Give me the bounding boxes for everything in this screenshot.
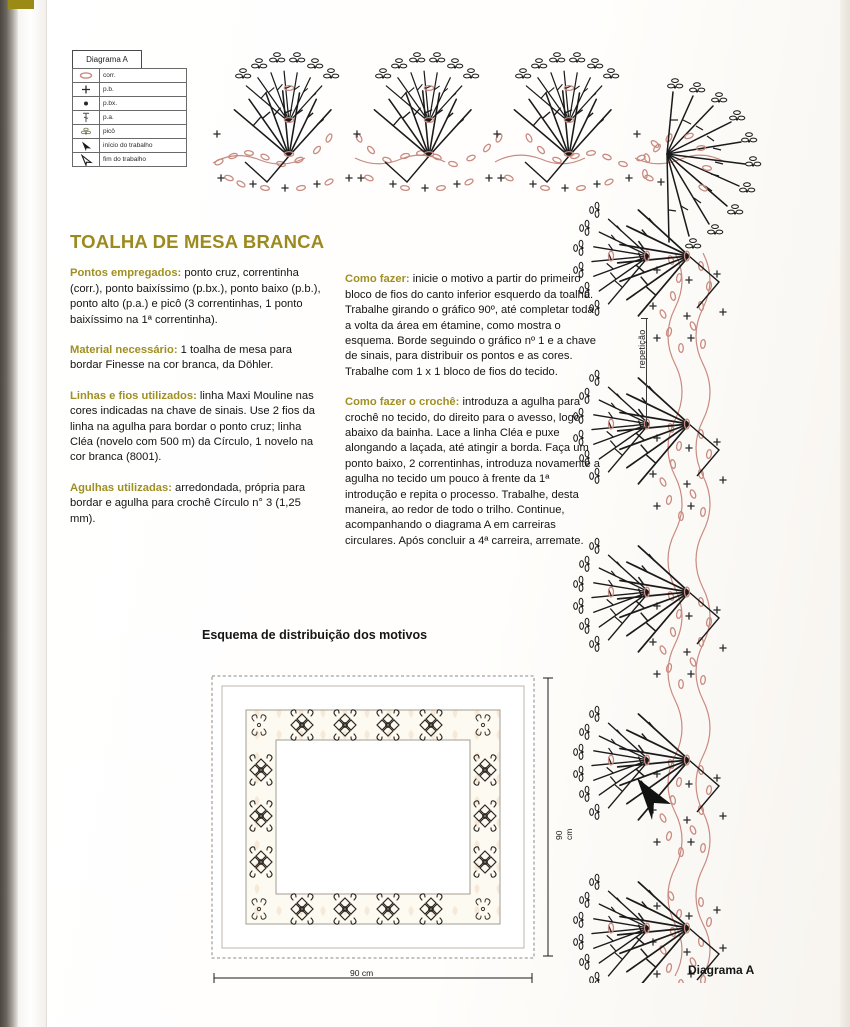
page-fold-line	[46, 0, 47, 1027]
legend-row	[73, 97, 187, 111]
legend-table	[72, 68, 187, 167]
text-column-left	[70, 266, 325, 564]
paragraph-heading: Como fazer o crochê:	[345, 396, 460, 409]
article-body	[70, 232, 600, 564]
outline-arrow-icon	[73, 153, 100, 167]
dot-icon	[73, 97, 100, 111]
legend-row	[73, 153, 187, 167]
paragraph-text: arredondada, própria para bordar e agulha para crochê Círculo n° 3 (1,25 mm).	[70, 481, 306, 525]
dimension-width-label: 90 cm	[350, 968, 374, 978]
legend-label: picô	[100, 125, 187, 139]
paragraph-text: inicie o motivo a partir do primeiro bloco de fios do canto inferior esquerdo da toalha. Trabalhe girando o gráfico 90º, até completar toda a volta da área em étamine, como mostra o esquema. Borde seguindo o gráfico nº 1 e a chave de sinais, para distribuir os pontos e as cores. Trabalhe com 1 x 1 bloco de fios do tecido.	[345, 273, 596, 378]
schematic-section	[196, 628, 574, 978]
legend-title-tab	[72, 50, 142, 68]
plus-icon	[73, 83, 100, 97]
legend-label: início do trabalho	[100, 139, 187, 153]
paragraph-text: introduza a agulha para crochê no tecido, do direito para o avesso, logo abaixo da bainha. Lace a linha Cléa e puxe alongando a laçada, até atingir a borda. Faça um ponto baixo, 2 correntinhas, introduza novamente a agulha no tecido um pouco à frente da 1ª introdução e repita o processo. Trabalhe, desta maneira, ao redor de todo o trilho. Continue, acompanhando o diagrama A em carreiras circulares. Após concluir a 4ª carreira, arremate.	[345, 396, 600, 547]
legend-label: p.b.	[100, 83, 187, 97]
dimension-height-label: 90 cm	[554, 828, 574, 840]
filled-arrow-icon	[73, 139, 100, 153]
tablecloth-schematic	[202, 658, 574, 978]
paragraph-heading: Linhas e fios utilizados:	[70, 389, 197, 402]
paragraph-text: 1 toalha de mesa para bordar Finesse na cor branca, da Döhler.	[70, 343, 293, 372]
paragraph-heading: Material necessário:	[70, 343, 178, 356]
repeat-label: repetição	[637, 329, 647, 369]
page-marker-tab	[8, 0, 34, 9]
paragraph-material	[70, 343, 325, 374]
page-spine-highlight	[18, 0, 46, 1027]
paragraph-heading: Pontos empregados:	[70, 267, 182, 280]
paragraph-text: linha Maxi Mouline nas cores indicadas na chave de sinais. Use 2 fios da linha na agulha para bordar o ponto cruz; linha Cléa (novelo com 500 m) da Círculo, 1 novelo na cor branca (8001).	[70, 389, 316, 464]
page-title: TOALHA DE MESA BRANCA	[70, 231, 325, 252]
paragraph-heading: Como fazer:	[345, 273, 410, 286]
chain-oval-icon	[73, 69, 100, 83]
paragraph-como-fazer	[345, 272, 600, 380]
paragraph-heading: Agulhas utilizadas:	[70, 481, 172, 494]
double-crochet-icon	[73, 111, 100, 125]
paragraph-text: ponto cruz, correntinha (corr.), ponto baixíssimo (p.bx.), ponto baixo (p.b.), ponto alto (p.a.) e picô (3 correntinhas, 1 ponto baixíssimo na 1ª correntinha).	[70, 267, 321, 326]
legend-label: p.a.	[100, 111, 187, 125]
diagram-caption: Diagrama A	[688, 963, 755, 977]
paragraph-agulhas	[70, 481, 325, 527]
diagram-top-band	[213, 53, 725, 192]
legend-row	[73, 83, 187, 97]
legend-row	[73, 139, 187, 153]
repeat-bracket	[632, 318, 648, 428]
legend-title-label: Diagrama A	[86, 55, 128, 64]
legend-label: corr.	[100, 69, 187, 83]
legend-label: p.bx.	[100, 97, 187, 111]
legend-box	[72, 50, 187, 167]
paragraph-como-fazer-croche	[345, 395, 600, 549]
schematic-title: Esquema de distribuição dos motivos	[202, 628, 428, 642]
page-spine-shadow	[0, 0, 18, 1027]
text-column-right	[345, 266, 600, 564]
legend-row	[73, 125, 187, 139]
legend-row	[73, 69, 187, 83]
legend-row	[73, 111, 187, 125]
picot-icon	[73, 125, 100, 139]
legend-label: fim do trabalho	[100, 153, 187, 167]
paragraph-linhas	[70, 389, 325, 466]
paragraph-pontos	[70, 266, 325, 328]
